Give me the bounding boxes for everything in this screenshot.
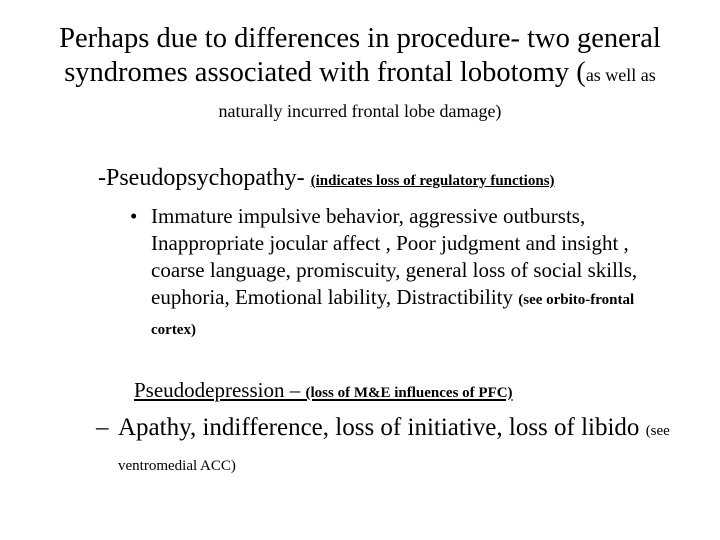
pseudopsychopathy-note: (indicates loss of regulatory functions) [310, 173, 555, 189]
title-parenthetical: as well as naturally incurred frontal lobe damage) [218, 65, 656, 121]
pseudodepression-note: (loss of M&E influences of PFC) [305, 385, 513, 401]
bullet-note: (see orbito-frontal cortex) [151, 292, 635, 338]
dash-note: (see ventromedial ACC) [118, 423, 670, 474]
pseudopsychopathy-heading [98, 163, 555, 196]
dash-text: Apathy, indifference, loss of initiative, loss of libido [118, 414, 646, 441]
title-main: Perhaps due to differences in procedure- two general syndromes associated with frontal lobotomy ( [59, 23, 661, 88]
pseudodepression-label: Pseudodepression – [134, 378, 306, 402]
dash-icon: – [96, 414, 109, 441]
pseudopsychopathy-label: -Pseudopsychopathy- [98, 165, 311, 191]
pseudodepression-heading [134, 376, 513, 407]
bullet-dot-icon: • [130, 204, 138, 228]
bullet-text: Immature impulsive behavior, aggressive outbursts, Inappropriate jocular affect , Poor judgment and insight , coarse language, promiscuity, general loss of social skills, euphoria, Emotional lability, Distractibility [151, 204, 638, 309]
bullet-text-block [151, 203, 661, 344]
slide-title [40, 22, 680, 128]
dash-text-block [118, 412, 673, 482]
